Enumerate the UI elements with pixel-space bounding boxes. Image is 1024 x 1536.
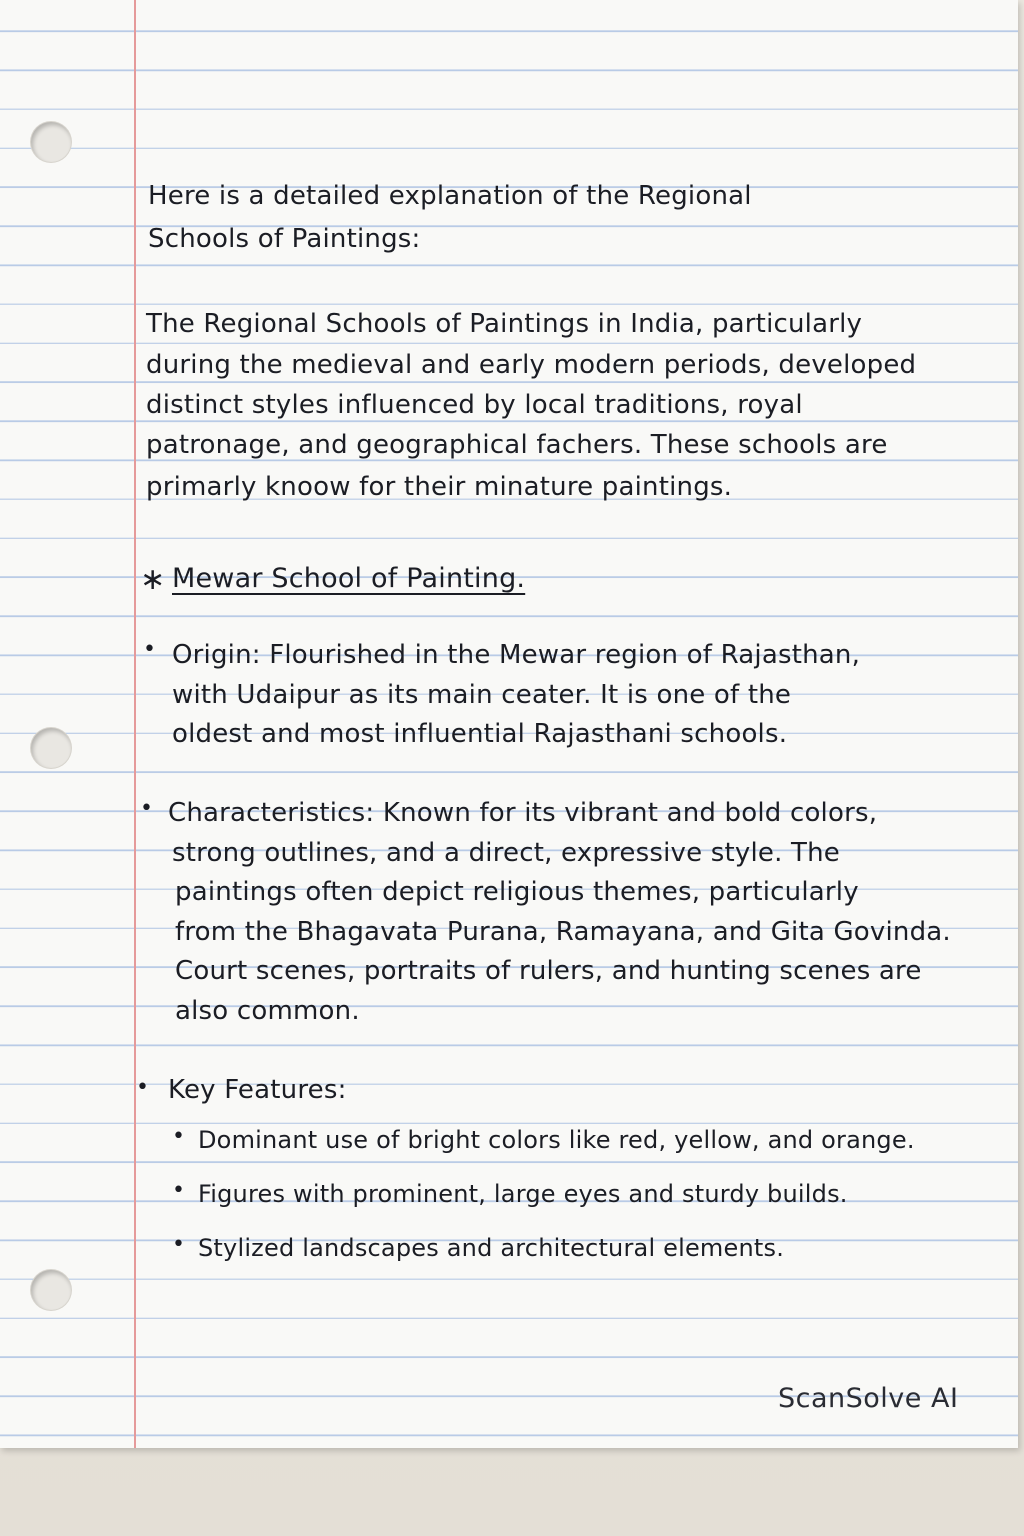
key-feature-item-3: Stylized landscapes and architectural elements. <box>198 1234 785 1262</box>
section-heading: Mewar School of Painting. <box>172 563 526 594</box>
sub-bullet-dot-icon: • <box>172 1178 185 1203</box>
origin-line-3: oldest and most influential Rajasthani schools. <box>172 719 788 749</box>
sub-bullet-dot-icon: • <box>172 1124 185 1149</box>
paragraph-line-4: patronage, and geographical fachers. These schools are <box>146 430 888 460</box>
scansolve-watermark: ScanSolve AI <box>778 1383 959 1414</box>
punch-hole-top <box>31 122 71 162</box>
sub-bullet-dot-icon: • <box>172 1232 185 1257</box>
paragraph-line-5: primarly knoow for their minature paintings. <box>146 472 733 502</box>
bullet-dot-icon: • <box>140 796 153 821</box>
paragraph-line-1: The Regional Schools of Paintings in India, particularly <box>146 309 863 339</box>
intro-line-2: Schools of Paintings: <box>148 224 421 254</box>
asterisk-bullet-icon: ∗ <box>140 562 166 597</box>
characteristics-line-3: paintings often depict religious themes, particularly <box>175 877 859 907</box>
intro-line-1: Here is a detailed explanation of the Regional <box>148 181 752 211</box>
characteristics-line-6: also common. <box>175 996 360 1026</box>
key-feature-item-2: Figures with prominent, large eyes and sturdy builds. <box>198 1180 848 1208</box>
bullet-dot-icon: • <box>136 1075 149 1100</box>
key-features-label: Key Features: <box>168 1075 347 1105</box>
bullet-dot-icon: • <box>143 637 156 662</box>
characteristics-line-4: from the Bhagavata Purana, Ramayana, and Gita Govinda. <box>175 917 951 947</box>
punch-hole-bottom <box>31 1270 71 1310</box>
characteristics-line-2: strong outlines, and a direct, expressive style. The <box>172 838 840 868</box>
origin-line-1: Origin: Flourished in the Mewar region of Rajasthan, <box>172 640 861 670</box>
characteristics-line-5: Court scenes, portraits of rulers, and hunting scenes are <box>175 956 922 986</box>
key-feature-item-1: Dominant use of bright colors like red, yellow, and orange. <box>198 1126 915 1154</box>
characteristics-line-1: Characteristics: Known for its vibrant and bold colors, <box>168 798 878 828</box>
origin-line-2: with Udaipur as its main ceater. It is one of the <box>172 680 792 710</box>
paragraph-line-3: distinct styles influenced by local traditions, royal <box>146 390 803 420</box>
paragraph-line-2: during the medieval and early modern periods, developed <box>146 350 917 380</box>
punch-hole-middle <box>31 728 71 768</box>
red-margin-line <box>134 0 136 1448</box>
